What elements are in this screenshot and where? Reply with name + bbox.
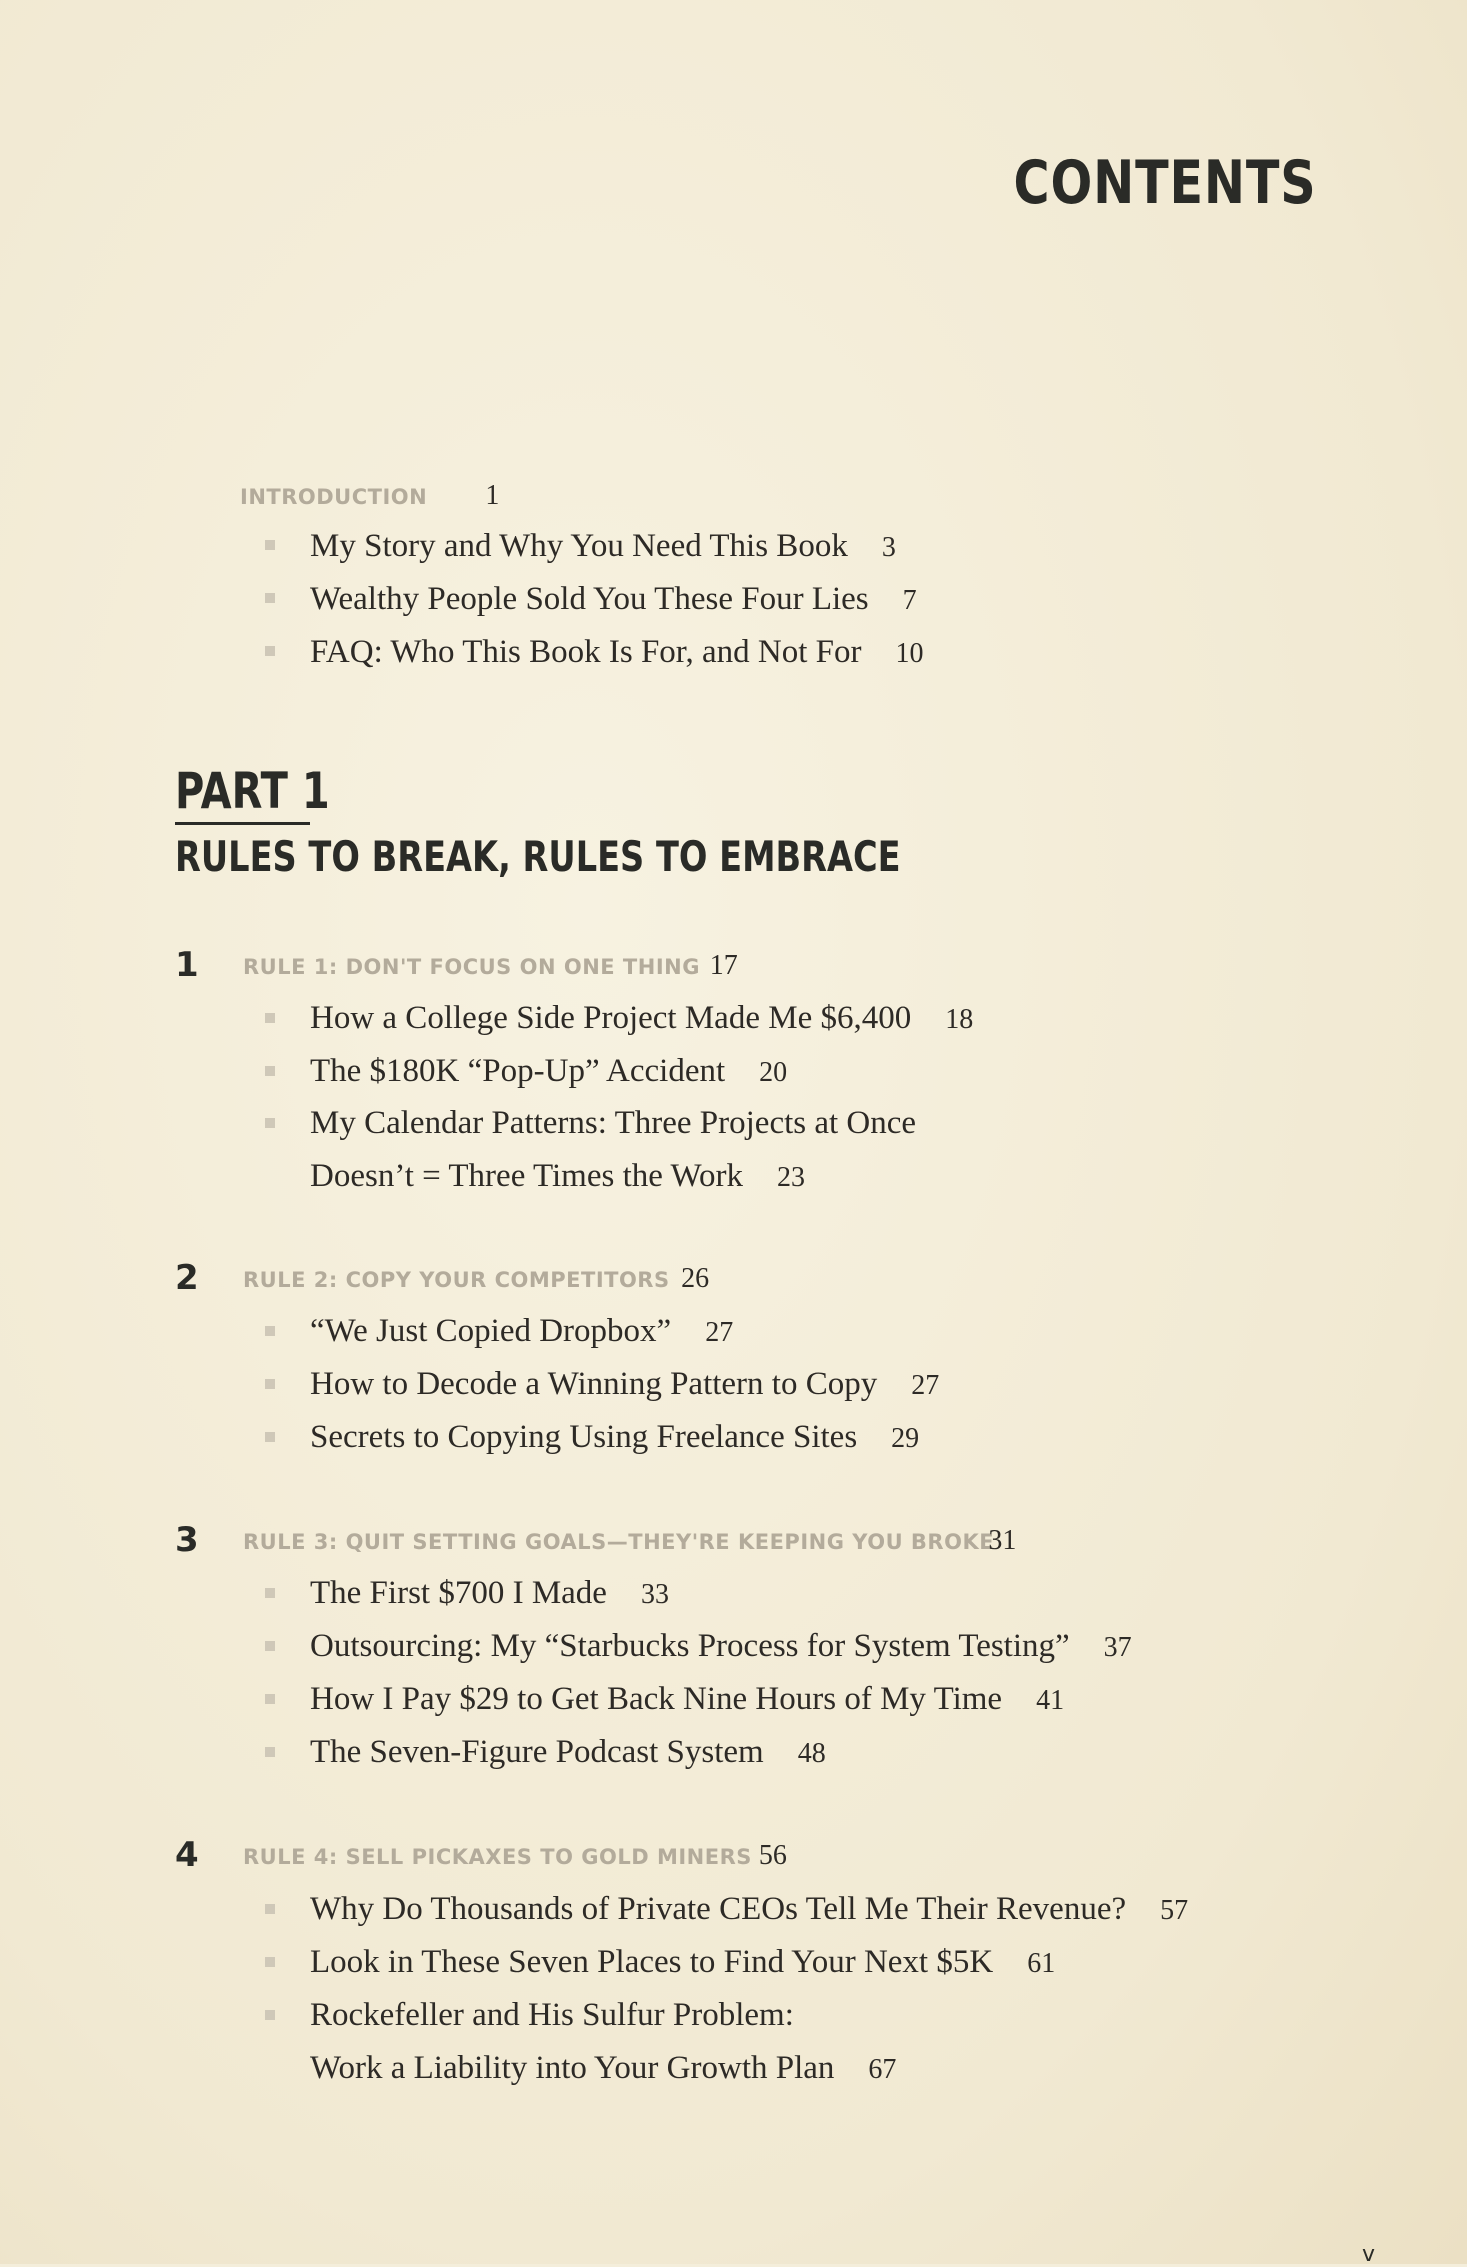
chapter-heading <box>243 1525 1016 1557</box>
toc-entry <box>310 1736 826 1769</box>
toc-entry <box>310 1630 1132 1663</box>
toc-entry <box>310 1107 916 1140</box>
entry-title: Wealthy People Sold You These Four Lies <box>310 581 869 617</box>
part-label: PART 1 <box>175 762 330 820</box>
entry-title: Look in These Seven Places to Find Your Next $5K <box>310 1944 994 1980</box>
toc-entry <box>310 530 896 563</box>
chapter-title: RULE 2: COPY YOUR COMPETITORS <box>243 1268 670 1292</box>
entry-title: Why Do Thousands of Private CEOs Tell Me Their Revenue? <box>310 1891 1127 1927</box>
toc-entry <box>310 636 923 669</box>
entry-title: Rockefeller and His Sulfur Problem: <box>310 1997 794 2033</box>
bullet-icon <box>265 593 275 603</box>
entry-page: 57 <box>1160 1895 1189 1926</box>
bullet-icon <box>265 1694 275 1704</box>
entry-page: 48 <box>797 1738 826 1769</box>
bullet-icon <box>265 1904 275 1914</box>
entry-title: The First $700 I Made <box>310 1575 607 1611</box>
entry-page: 18 <box>945 1004 974 1035</box>
bullet-icon <box>265 2010 275 2020</box>
entry-title: Secrets to Copying Using Freelance Sites <box>310 1419 858 1455</box>
bullet-icon <box>265 1432 275 1442</box>
chapter-heading <box>243 950 738 982</box>
entry-title: The Seven-Figure Podcast System <box>310 1734 764 1770</box>
bullet-icon <box>265 1066 275 1076</box>
chapter-title: RULE 3: QUIT SETTING GOALS—THEY'RE KEEPING YOU BROKE <box>243 1530 995 1554</box>
entry-page: 29 <box>891 1423 920 1454</box>
entry-page: 20 <box>759 1057 788 1088</box>
entry-page: 37 <box>1103 1632 1132 1663</box>
toc-entry <box>310 1315 733 1348</box>
intro-page: 1 <box>485 480 500 511</box>
entry-title: How I Pay $29 to Get Back Nine Hours of My Time <box>310 1681 1003 1717</box>
chapter-title: RULE 1: DON'T FOCUS ON ONE THING <box>243 955 700 979</box>
toc-entry <box>310 1946 1055 1979</box>
bullet-icon <box>265 1118 275 1128</box>
entry-page: 41 <box>1036 1685 1065 1716</box>
page-number: v <box>1361 2242 1375 2267</box>
chapter-page: 31 <box>988 1525 1017 1556</box>
entry-title: How a College Side Project Made Me $6,400 <box>310 1000 912 1036</box>
chapter-number: 3 <box>175 1520 199 1560</box>
chapter-title: RULE 4: SELL PICKAXES TO GOLD MINERS <box>243 1845 752 1869</box>
toc-entry <box>310 1577 669 1610</box>
toc-entry <box>310 1683 1064 1716</box>
entry-page: 3 <box>881 532 896 563</box>
toc-entry <box>310 1002 973 1035</box>
entry-title: The $180K “Pop-Up” Accident <box>310 1053 726 1089</box>
part-title: RULES TO BREAK, RULES TO EMBRACE <box>175 832 901 881</box>
chapter-page: 17 <box>709 950 738 981</box>
intro-heading <box>240 480 499 512</box>
toc-entry <box>310 1160 805 1193</box>
bullet-icon <box>265 1747 275 1757</box>
toc-entry <box>310 2052 896 2085</box>
bullet-icon <box>265 1326 275 1336</box>
intro-label: INTRODUCTION <box>240 485 428 509</box>
entry-page: 33 <box>640 1579 669 1610</box>
bullet-icon <box>265 1588 275 1598</box>
toc-entry <box>310 583 917 616</box>
entry-page: 61 <box>1027 1948 1056 1979</box>
chapter-number: 4 <box>175 1835 199 1875</box>
chapter-page: 56 <box>758 1840 787 1871</box>
entry-page: 23 <box>777 1162 806 1193</box>
entry-title: FAQ: Who This Book Is For, and Not For <box>310 634 862 670</box>
entry-title: Work a Liability into Your Growth Plan <box>310 2050 835 2086</box>
entry-title: Outsourcing: My “Starbucks Process for System Testing” <box>310 1628 1070 1664</box>
chapter-number: 1 <box>175 945 199 985</box>
page-title: CONTENTS <box>1013 148 1317 218</box>
chapter-heading <box>243 1263 709 1295</box>
bullet-icon <box>265 1379 275 1389</box>
entry-page: 27 <box>705 1317 734 1348</box>
bullet-icon <box>265 1957 275 1967</box>
chapter-page: 26 <box>681 1263 710 1294</box>
bullet-icon <box>265 540 275 550</box>
entry-title: How to Decode a Winning Pattern to Copy <box>310 1366 878 1402</box>
toc-entry <box>310 1421 919 1454</box>
bullet-icon <box>265 646 275 656</box>
entry-title: My Calendar Patterns: Three Projects at Once <box>310 1105 917 1141</box>
toc-entry <box>310 1999 794 2032</box>
toc-entry <box>310 1893 1188 1926</box>
entry-page: 67 <box>868 2054 897 2085</box>
entry-title: Doesn’t = Three Times the Work <box>310 1158 744 1194</box>
chapter-heading <box>243 1840 787 1872</box>
entry-title: My Story and Why You Need This Book <box>310 528 848 564</box>
entry-page: 10 <box>895 638 924 669</box>
entry-title: “We Just Copied Dropbox” <box>310 1313 672 1349</box>
bullet-icon <box>265 1013 275 1023</box>
chapter-number: 2 <box>175 1258 199 1298</box>
entry-page: 7 <box>902 585 917 616</box>
entry-page: 27 <box>911 1370 940 1401</box>
bullet-icon <box>265 1641 275 1651</box>
toc-entry <box>310 1055 787 1088</box>
toc-entry <box>310 1368 939 1401</box>
part-underline <box>175 822 310 825</box>
